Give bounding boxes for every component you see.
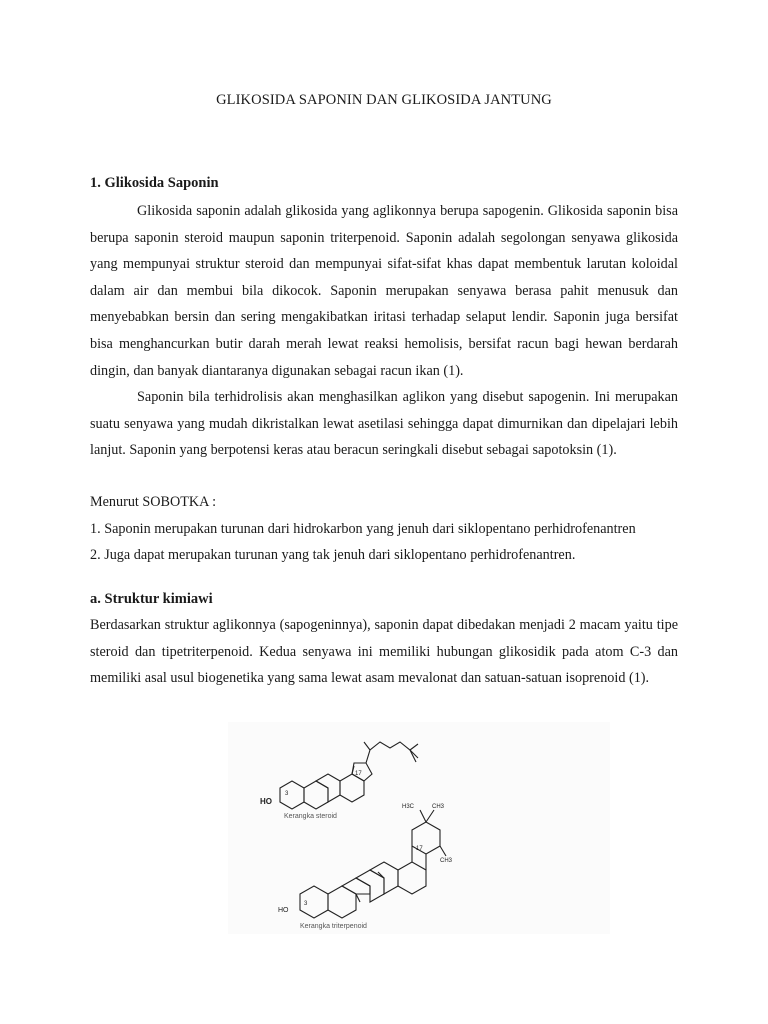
paragraph-saponin-hydrolysis: Saponin bila terhidrolisis akan menghasilkan aglikon yang disebut sapogenin. Ini merupakan suatu senyawa yang mudah dikristalkan lewat asetilasi sehingga dapat dimurnikan dan dipelajari lebih lanjut. Saponin yang berpotensi keras atau beracun seringkali disebut sebagai sapotoksin (1).	[90, 389, 678, 459]
triterpenoid-ch3-top-label: CH3	[432, 804, 445, 810]
steroid-caption: Kerangka steroid	[284, 813, 337, 820]
menurut-sobotka-label: Menurut SOBOTKA :	[90, 494, 217, 510]
steroid-position-3: 3	[285, 791, 289, 797]
subsection-heading-struktur: a. Struktur kimiawi	[90, 591, 213, 607]
paragraph-saponin-definition: Glikosida saponin adalah glikosida yang aglikonnya berupa sapogenin. Glikosida saponin bisa berupa saponin steroid maupun saponin triterpenoid. Saponin adalah segolongan senyawa glikosida yang mempunyai struktur steroid dan mempunyai sifat-sifat khas dapat membentuk larutan koloidal dalam air dan membui bila dikocok. Saponin merupakan senyawa berasa pahit menusuk dan menyebabkan bersin dan sering mengakibatkan iritasi terhadap selaput lendir. Saponin juga bersifat bisa menghancurkan butir darah merah lewat reaksi hemolisis, bersifat racun bagi hewan berdarah dingin, dan banyak diantaranya digunakan sebagai racun ikan (1).	[90, 203, 678, 379]
steroid-position-17: 17	[355, 771, 362, 777]
triterpenoid-position-3: 3	[304, 901, 308, 907]
structure-figure	[228, 722, 610, 934]
steroid-skeleton	[280, 742, 418, 809]
paragraph-struktur-kimiawi: Berdasarkan struktur aglikonnya (sapogeninnya), saponin dapat dibedakan menjadi 2 macam yaitu tipe steroid dan tipetriterpenoid. Kedua senyawa ini memiliki hubungan glikosidik pada atom C-3 dan memiliki asal usul biogenetika yang sama lewat asam mevalonat dan satuan-satuan isoprenoid (1).	[90, 617, 678, 687]
list-item-2: 2. Juga dapat merupakan turunan yang tak jenuh dari siklopentano perhidrofenantren.	[90, 547, 576, 563]
chemical-structures-svg	[228, 722, 610, 934]
triterpenoid-position-17: 17	[416, 846, 423, 852]
document-title: GLIKOSIDA SAPONIN DAN GLIKOSIDA JANTUNG	[216, 92, 552, 108]
triterpenoid-skeleton	[300, 810, 446, 918]
triterpenoid-caption: Kerangka triterpenoid	[300, 923, 367, 930]
triterpenoid-h3c-label: H3C	[402, 804, 415, 810]
list-item-1: 1. Saponin merupakan turunan dari hidrokarbon yang jenuh dari siklopentano perhidrofenantren	[90, 521, 636, 537]
triterpenoid-ch3-side-label: CH3	[440, 858, 453, 864]
steroid-ho-label: HO	[260, 797, 272, 806]
triterpenoid-ho-label: HO	[278, 907, 289, 914]
section-heading-saponin: 1. Glikosida Saponin	[90, 175, 219, 191]
